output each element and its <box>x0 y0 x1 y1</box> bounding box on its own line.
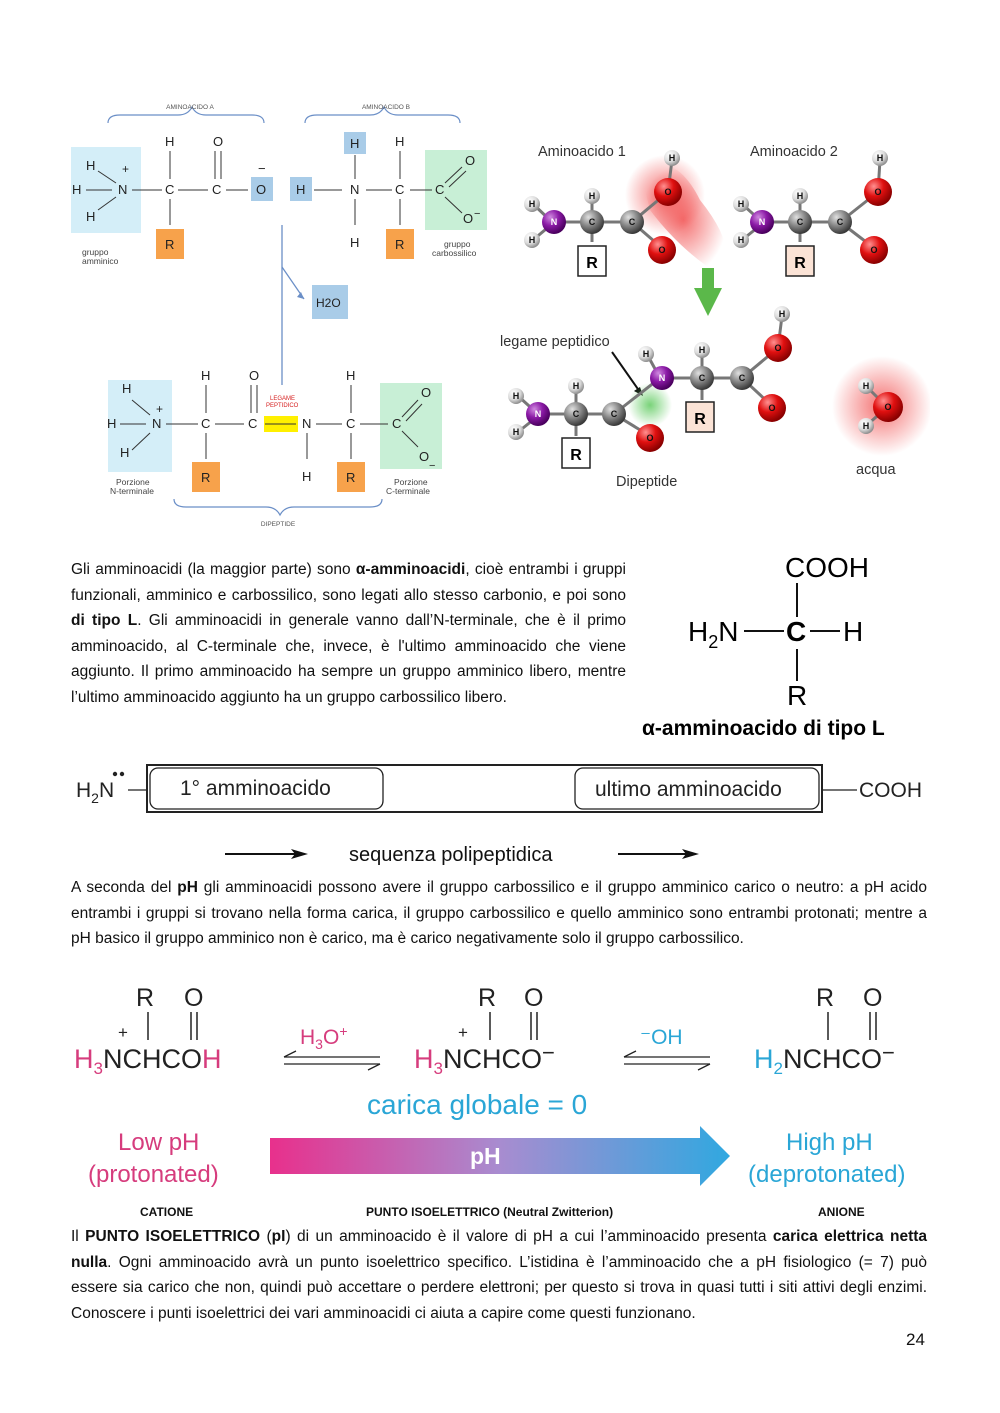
svg-text:+: + <box>122 162 130 176</box>
svg-text:+: + <box>118 1023 128 1042</box>
ph-paragraph: A seconda del pH gli amminoacidi possono avere il gruppo carbossilico e il gruppo amminico carico o neutro: a pH acido entrambi i gruppi si trovano nella forma carica, il gruppo carbossilico e quello amminico sono entrambi protonati; mentre a pH basico il gruppo amminico non è carico, ma è carico negativamente solo il gruppo carbossilico. <box>71 879 927 948</box>
dipeptide-label: Dipeptide <box>616 474 678 490</box>
svg-text:H: H <box>642 349 650 359</box>
svg-text:+: + <box>458 1023 468 1042</box>
svg-text:H: H <box>346 368 356 383</box>
svg-text:O: O <box>249 368 260 383</box>
svg-text:+: + <box>156 402 164 416</box>
aminoacido-b-label: AMINOACIDO B <box>361 104 411 111</box>
last-aminoacid-label: ultimo amminoacido <box>595 778 782 801</box>
svg-text:H: H <box>588 191 596 201</box>
svg-text:H: H <box>862 421 870 431</box>
svg-text:PorzioneN-terminale: Porzione N-terminale <box>110 477 154 496</box>
svg-text:O: O <box>465 153 476 168</box>
svg-text:COOH: COOH <box>785 552 869 583</box>
svg-text:H: H <box>698 345 706 355</box>
svg-text:C: C <box>796 217 804 227</box>
svg-text:H2NCHCO−: $H_2NCHCO^-$ <box>754 1040 895 1078</box>
svg-text:C: C <box>628 217 636 227</box>
svg-text:O: O <box>463 211 474 226</box>
svg-text:C: C <box>435 182 445 197</box>
svg-text:N: N <box>550 217 558 227</box>
svg-text:O: O <box>658 245 666 255</box>
sequence-label: sequenza polipeptidica <box>349 844 553 866</box>
svg-text:C: C <box>395 182 405 197</box>
svg-text:R: R <box>478 984 497 1012</box>
page-number: 24 <box>906 1330 925 1349</box>
svg-text:H2N: $H_2N$ <box>688 616 739 652</box>
svg-text:H: H <box>395 134 405 149</box>
dipeptide-bottom-label: DIPEPTIDE <box>260 521 296 528</box>
svg-text:R: R <box>570 447 582 464</box>
svg-text:H: H <box>843 616 864 647</box>
svg-text:O: O <box>863 984 883 1012</box>
svg-text:H: H <box>796 191 804 201</box>
svg-text:C: C <box>698 373 706 383</box>
svg-text:H: H <box>528 235 536 245</box>
svg-text:C: C <box>212 182 222 197</box>
svg-text:PorzioneC-terminale: Porzione C-terminale <box>386 477 430 496</box>
condensation-diagram <box>60 95 500 535</box>
svg-text:N: N <box>658 373 666 383</box>
svg-text:R: R <box>165 237 175 252</box>
svg-text:−: − <box>429 460 436 472</box>
ball-and-stick-diagram <box>500 130 930 495</box>
svg-text:H: H <box>302 469 312 484</box>
svg-text:O: O <box>774 343 782 353</box>
svg-text:N: N <box>302 416 312 431</box>
svg-text:R: R <box>787 680 808 711</box>
svg-text:R: R <box>794 255 806 272</box>
aminoacido-2-label: Aminoacido 2 <box>750 144 838 160</box>
aminoacido-1-label: Aminoacido 1 <box>538 144 626 160</box>
svg-text:R: R <box>816 984 835 1012</box>
svg-text:N: N <box>152 416 162 431</box>
svg-text:R: R <box>694 411 706 428</box>
svg-text:H: H <box>72 182 82 197</box>
svg-text:C: C <box>346 416 356 431</box>
svg-text:O: O <box>664 187 672 197</box>
svg-text:COOH: COOH <box>859 779 922 802</box>
gruppo-amminico-label: gruppo amminico <box>82 247 119 266</box>
svg-text:O: O <box>213 134 224 149</box>
svg-text:H: H <box>778 309 786 319</box>
svg-text:H: H <box>86 158 96 173</box>
svg-text:O: O <box>184 984 204 1012</box>
svg-text:H: H <box>737 199 745 209</box>
svg-text:O: O <box>419 449 430 464</box>
acqua-label: acqua <box>856 462 896 478</box>
svg-text:H: H <box>512 427 520 437</box>
water-label: H2O <box>316 296 341 310</box>
svg-text:H: H <box>296 182 306 197</box>
svg-text:H: H <box>737 235 745 245</box>
alpha-caption: α-amminoacido di tipo L <box>642 717 885 740</box>
svg-text:C: C <box>786 616 807 647</box>
anione-label: ANIONE <box>818 1205 865 1219</box>
svg-text:H3NCHCO−: $H_3NCHCO^-$ <box>414 1040 555 1078</box>
zwitterion-label: PUNTO ISOELETTRICO (Neutral Zwitterion) <box>366 1205 614 1219</box>
oh-label: ⁻OH <box>640 1026 683 1049</box>
legame-peptidico-tag: LEGAME PEPTIDICO <box>266 396 299 409</box>
aminoacido-a-label: AMINOACIDO A <box>166 104 214 111</box>
svg-text:H: H <box>350 235 360 250</box>
legame-peptidico-label: legame peptidico <box>500 334 610 350</box>
svg-text:N: N <box>118 182 128 197</box>
svg-text:C: C <box>392 416 402 431</box>
ph-equilibrium-figure <box>70 980 940 1200</box>
svg-text:O: O <box>768 403 776 413</box>
low-ph-label: Low pH (protonated) <box>88 1129 219 1188</box>
svg-text:H: H <box>862 381 870 391</box>
svg-text:H: H <box>122 381 132 396</box>
polypeptide-sequence <box>70 757 940 872</box>
alpha-paragraph: Gli amminoacidi (la maggior parte) sono α-amminoacidi, cioè entrambi i gruppi funzionali, amminico e carbossilico, sono legati allo stesso carbonio, e poi sono di tipo L. Gli amminoacidi in generale vanno dall’N-terminale, che è il primo amminoacido, al C-terminale che, invece, è l'ultimo amminoacido che viene aggiunto. Il primo amminoacido ha sempre un gruppo amminico libero, mentre l’ultimo amminoacido aggiunto ha un gruppo carbossilico libero. <box>71 561 626 706</box>
pi-paragraph: Il PUNTO ISOELETTRICO (pI) di un amminoacido è il valore di pH a cui l’amminoacido presenta carica elettrica netta nulla. Ogni amminoacido avrà un punto isoelettrico specifico. L’istidina è l’amminoacido che a pH fisiologico (= 7) può essere sia carico che non, quindi può accettare o perdere elettroni; per questo si trova in quasi tutti i siti attivi degli enzimi. Conoscere i punti isoelettrici dei vari amminoacidi ci aiuta a capire come questi funzionano. <box>71 1228 928 1322</box>
svg-text:H: H <box>86 209 96 224</box>
svg-text:C: C <box>248 416 258 431</box>
svg-text:C: C <box>201 416 211 431</box>
gruppo-carbossilico-label: gruppo carbossilico <box>432 239 477 258</box>
svg-text:N: N <box>350 182 360 197</box>
svg-text:C: C <box>572 409 580 419</box>
svg-text:H: H <box>528 199 536 209</box>
charge-label: carica globale = 0 <box>367 1089 588 1120</box>
ph-arrow-label: pH <box>470 1143 501 1169</box>
svg-text:O: O <box>884 402 892 412</box>
svg-text:O: O <box>874 187 882 197</box>
svg-text:H: H <box>165 134 175 149</box>
reaction-arrow <box>702 268 714 290</box>
svg-text:−: − <box>258 161 266 176</box>
svg-text:C: C <box>588 217 596 227</box>
svg-text:N: N <box>534 409 542 419</box>
svg-text:H: H <box>120 445 130 460</box>
svg-text:H: H <box>668 153 676 163</box>
svg-text:H: H <box>876 153 884 163</box>
svg-text:C: C <box>738 373 746 383</box>
svg-text:C: C <box>610 409 618 419</box>
svg-text:H: H <box>201 368 211 383</box>
svg-text:C: C <box>165 182 175 197</box>
svg-text:H: H <box>512 391 520 401</box>
svg-text:O: O <box>870 245 878 255</box>
svg-text:H3NCHCOH: $H_3NCHCOH$ <box>74 1044 222 1078</box>
svg-text:N: N <box>758 217 766 227</box>
svg-text:H: H <box>350 136 360 151</box>
first-aminoacid-label: 1° amminoacido <box>180 777 331 800</box>
svg-text:O: O <box>256 182 267 197</box>
catione-label: CATIONE <box>140 1205 194 1219</box>
h3o-label: $H_3O^+$ <box>300 1023 348 1052</box>
svg-text:H: H <box>572 381 580 391</box>
svg-text:O: O <box>524 984 544 1012</box>
svg-text:R: R <box>136 984 155 1012</box>
svg-text:R: R <box>346 470 356 485</box>
svg-text:R: R <box>586 255 598 272</box>
svg-text:−: − <box>474 208 481 220</box>
svg-text:H2N: $H_2N$ <box>76 779 115 806</box>
svg-text:O: O <box>421 385 432 400</box>
svg-text:O: O <box>646 433 654 443</box>
svg-text:R: R <box>201 470 211 485</box>
svg-text:H: H <box>107 416 117 431</box>
alpha-amino-acid-structure <box>640 545 940 745</box>
svg-text:C: C <box>836 217 844 227</box>
high-ph-label: High pH (deprotonated) <box>748 1129 906 1188</box>
svg-text:R: R <box>395 237 405 252</box>
